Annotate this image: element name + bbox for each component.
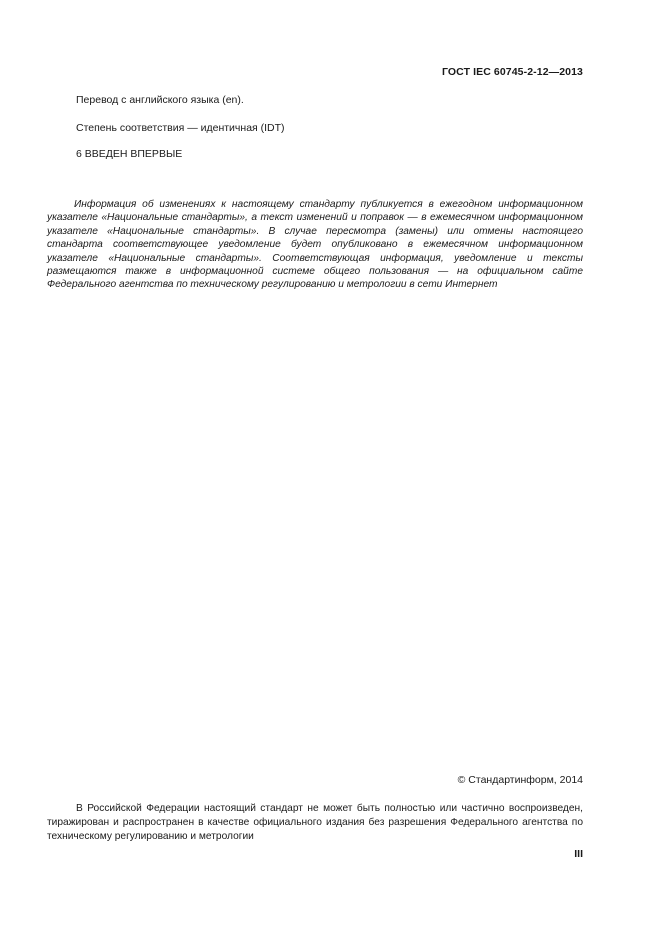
copyright-line: © Стандартинформ, 2014: [457, 774, 583, 786]
page-number: III: [574, 848, 583, 860]
standard-designation: ГОСТ IEC 60745-2-12—2013: [441, 66, 583, 78]
introduction-status: 6 ВВЕДЕН ВПЕРВЫЕ: [76, 148, 183, 160]
translation-note: Перевод с английского языка (en).: [76, 94, 244, 106]
reproduction-restriction: В Российской Федерации настоящий стандарт не может быть полностью или частично воспроизведен, тиражирован и распространен в качестве официального издания без разрешения Федерального агентства по техническому регулированию и метрологии: [47, 803, 583, 843]
conformity-degree: Степень соответствия — идентичная (IDT): [76, 122, 285, 134]
amendments-notice: Информация об изменениях к настоящему стандарту публикуется в ежегодном информационном указателе «Национальные стандарты», а текст изменений и поправок — в ежемесячном информационном указателе «Национальные стандарты». В случае пересмотра (замены) или отмены настоящего стандарта соответствующее уведомление будет опубликовано в ежемесячном информационном указателе «Национальные стандарты». Соответствующая информация, уведомление и тексты размещаются также в информационной системе общего пользования — на официальном сайте Федерального агентства по техническому регулированию и метрологии в сети Интернет: [47, 199, 583, 291]
